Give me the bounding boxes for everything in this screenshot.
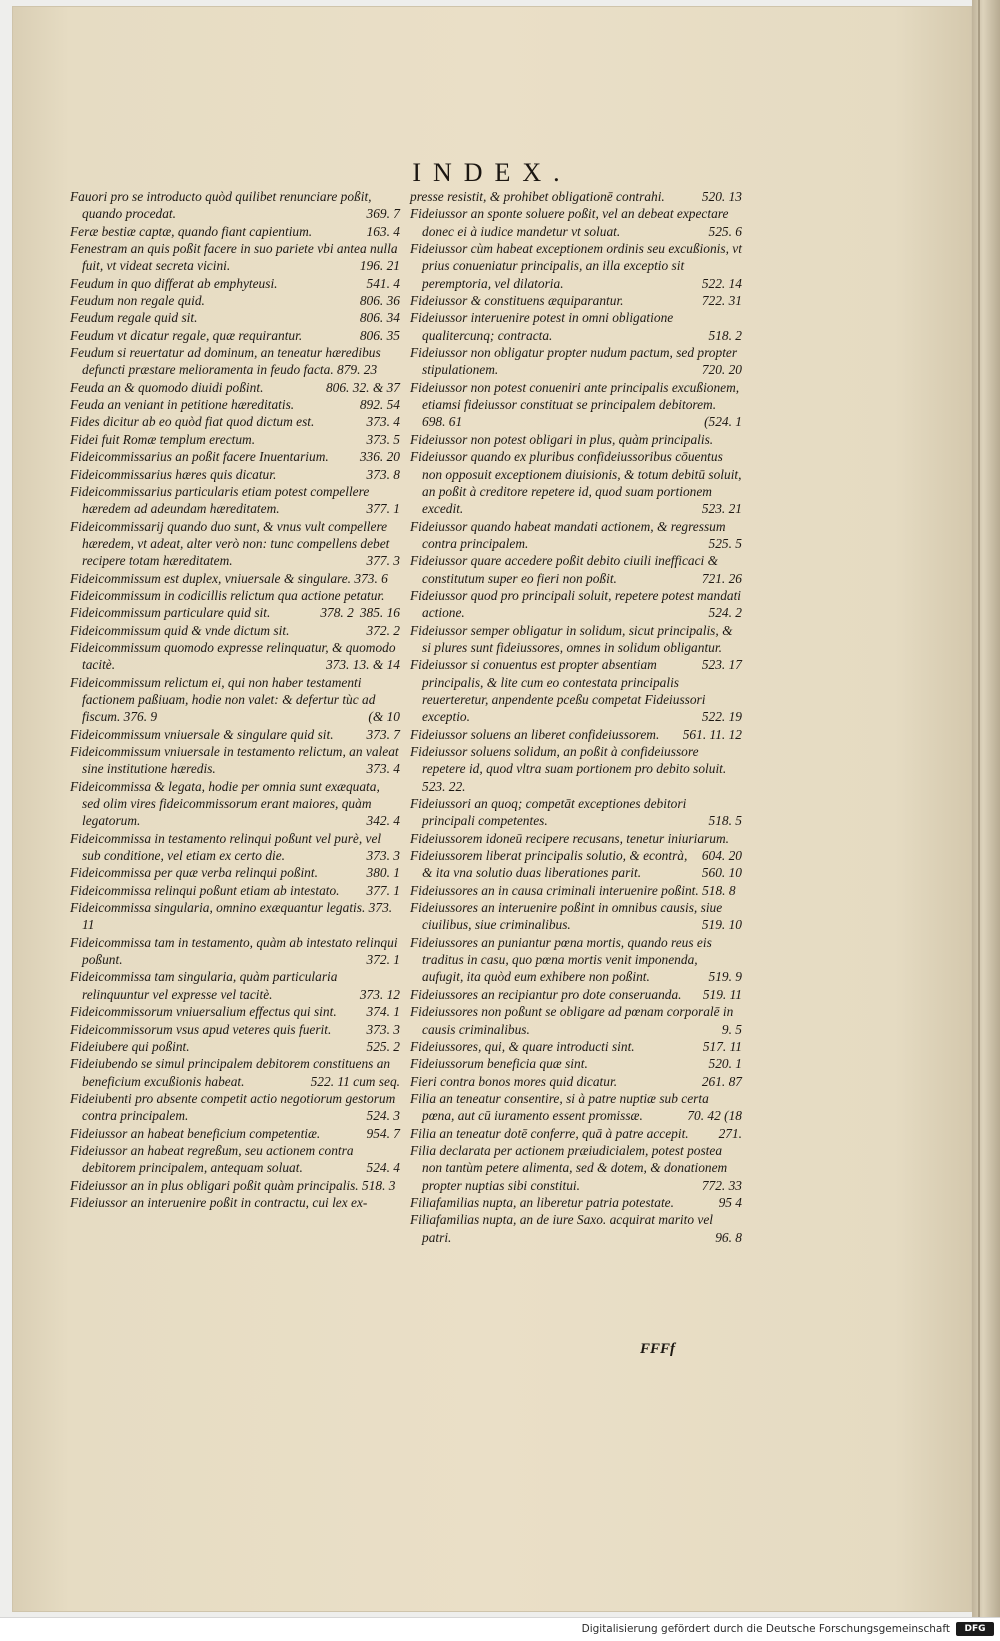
page-reference: 373. 13. & 14 — [325, 657, 400, 673]
page-reference: 70. 42 (18 — [687, 1108, 742, 1124]
entry-text: Fideiussor quando ex pluribus confideiussoribus cōuentus non opposuit exceptionem diuisionis, & totum debitū soluit, an poßit à creditore repetere id, quod suam portionem excedit. — [410, 449, 742, 517]
index-entry — [410, 795, 742, 830]
book-spine — [972, 0, 1000, 1617]
footer-credit: Digitalisierung gefördert durch die Deutsche Forschungsgemeinschaft — [581, 1623, 950, 1635]
entry-text: Fideiussor quando habeat mandati actionem, & regressum contra principalem. — [410, 518, 726, 551]
entry-text: Feuda an & quomodo diuidi poßint. — [70, 379, 264, 395]
page-reference: 525. 6 — [708, 223, 742, 239]
index-entry — [70, 1038, 400, 1055]
index-entry — [70, 431, 400, 448]
entry-text: Fideicommissarius an poßit facere Inuentarium. — [70, 449, 329, 465]
entry-text: Feudum regale quid sit. — [70, 310, 198, 326]
index-entry — [410, 1125, 742, 1142]
page-reference: 385. 16 — [359, 605, 400, 621]
entry-text: Fideiussores an in causa criminali interuenire poßint. 518. 8 — [410, 882, 736, 898]
entry-text: Fideicommissorum vniuersalium effectus qui sint. — [70, 1004, 337, 1020]
index-entry — [70, 864, 400, 881]
page-reference: 524. 3 — [366, 1108, 400, 1124]
page-reference: 560. 10 — [701, 865, 742, 881]
entry-text: Fideiussor non potest conueniri ante principalis excußionem, etiamsi fideiussor constituat se principalem debitorem. 698. 61 — [410, 379, 740, 430]
index-entry — [70, 275, 400, 292]
entry-text: Feudum in quo differat ab emphyteusi. — [70, 275, 278, 291]
index-entry — [410, 986, 742, 1003]
entry-text: Fideiubenti pro absente competit actio negotiorum gestorum contra principalem. — [70, 1090, 396, 1124]
index-entry — [70, 413, 400, 430]
page-reference: 336. 20 — [359, 449, 400, 465]
entry-text: Fideicommissa relinqui poßunt etiam ab intestato. — [70, 882, 340, 898]
entry-text: Fideicommissum quid & vnde dictum sit. — [70, 622, 290, 638]
index-entry — [70, 1177, 400, 1194]
entry-text: presse resistit, & prohibet obligationē contrahi. — [410, 189, 665, 204]
index-entry — [70, 518, 400, 570]
page-reference: 541. 4 — [366, 275, 400, 291]
page-reference: 524. 2 — [708, 605, 742, 621]
index-entry — [70, 968, 400, 1003]
entry-text: Fideiussorem liberat principalis solutio, & econtrà, & ita vna solutio duas liberationes parit. — [410, 848, 688, 881]
index-entry — [70, 639, 400, 674]
index-entry — [70, 1142, 400, 1177]
page-reference: 519. 11 — [702, 986, 742, 1002]
page-reference: 373. 3 — [366, 848, 400, 864]
index-entry — [410, 344, 742, 379]
entry-text: Fideiussores, qui, & quare introducti sint. — [410, 1038, 635, 1054]
entry-text: Fideicommissum particulare quid sit. — [70, 605, 271, 621]
page-reference: 772. 33 — [701, 1177, 742, 1193]
page-reference: (524. 1 — [704, 414, 742, 430]
page-reference: 261. 87 — [701, 1073, 742, 1089]
page-reference: 525. 2 — [366, 1038, 400, 1054]
page-reference: (& 10 — [368, 709, 400, 725]
page-reference: 342. 4 — [366, 813, 400, 829]
index-entry — [410, 1090, 742, 1125]
page-reference: 518. 5 — [708, 813, 742, 829]
index-entry — [70, 344, 400, 379]
index-entry — [410, 552, 742, 587]
entry-text: Fideicommissum in codicillis relictum qua actione petatur. — [70, 587, 385, 603]
page-reference: 95 4 — [718, 1194, 742, 1210]
index-entry — [410, 934, 742, 986]
entry-text: Fides dicitur ab eo quòd fiat quod dictum est. — [70, 414, 315, 430]
page-reference: 806. 32. & 37 — [325, 379, 400, 395]
index-entry — [410, 188, 742, 205]
entry-text: Fideiussor an sponte soluere poßit, vel an debeat expectare donec ei à iudice mandetur vt soluat. — [410, 206, 729, 239]
index-entry — [70, 240, 400, 275]
page-reference: 373. 7 — [366, 726, 400, 742]
page-reference: 720. 20 — [701, 362, 742, 378]
index-entry — [410, 1142, 742, 1194]
page-reference: 373. 4 — [366, 761, 400, 777]
index-entry — [410, 518, 742, 553]
entry-text: Feudum non regale quid. — [70, 293, 205, 309]
index-entry — [70, 622, 400, 639]
index-entry — [70, 743, 400, 778]
page-reference: 522. 19 — [701, 709, 742, 725]
page-reference: 525. 5 — [708, 535, 742, 551]
entry-text: Fideicommissa & legata, hodie per omnia sunt exæquata, sed olim vires fideicommissorum erant maiores, quàm legatorum. — [70, 778, 380, 829]
index-entry — [70, 570, 400, 587]
index-entry — [410, 847, 742, 882]
page-reference: 522. 11 cum seq. — [310, 1073, 400, 1089]
signature-mark: FFFf — [640, 1341, 676, 1357]
page-reference: 372. 2 — [366, 622, 400, 638]
entry-text: Fidei fuit Romæ templum erectum. — [70, 431, 256, 447]
index-entry — [410, 205, 742, 240]
entry-text: Fideiussori an quoq; competāt exceptiones debitori principali competentes. — [410, 796, 687, 829]
page-reference: 377. 1 — [366, 882, 400, 898]
page-reference: 374. 1 — [366, 1004, 400, 1020]
index-entry — [70, 934, 400, 969]
page-reference: 380. 1 — [366, 865, 400, 881]
page-reference: 377. 1 — [366, 501, 400, 517]
index-entry — [410, 1073, 742, 1090]
entry-text: Fideiussorem idoneū recipere recusans, tenetur iniuriarum. — [410, 830, 729, 846]
index-entry — [410, 309, 742, 344]
entry-text: Fideiussor an habeat regreßum, seu actionem contra debitorem principalem, antequam soluat. — [70, 1142, 354, 1176]
index-entry — [70, 882, 400, 899]
index-entry — [70, 327, 400, 344]
page-reference: 522. 14 — [701, 275, 742, 291]
entry-text: Fideicommissum relictum ei, qui non haber testamenti factionem paßiuam, hodie non valet: & defertur tùc ad fiscum. 376. 9 — [70, 674, 376, 725]
index-entry — [410, 1003, 742, 1038]
page-reference: 517. 11 — [702, 1038, 742, 1054]
entry-text: Fideiussor an habeat beneficium competentiæ. — [70, 1125, 321, 1141]
page-reference: 806. 35 — [359, 327, 400, 343]
entry-text: Fideiussor interuenire potest in omni obligatione qualitercunq; contracta. — [410, 310, 674, 343]
entry-text: Fideiussor non obligatur propter nudum pactum, sed propter stipulationem. — [410, 345, 738, 378]
index-entry — [70, 1003, 400, 1020]
entry-text: Feudum vt dicatur regale, quæ requirantur. — [70, 327, 303, 343]
entry-text: Filiafamilias nupta, an de iure Saxo. acquirat marito vel patri. — [410, 1212, 713, 1245]
index-entry — [410, 622, 742, 673]
entry-text: Fieri contra bonos mores quid dicatur. — [410, 1073, 618, 1089]
entry-text: Fideicommissorum vsus apud veteres quis fuerit. — [70, 1021, 332, 1037]
index-entry — [410, 587, 742, 622]
entry-text: Fideicommissum vniuersale in testamento relictum, an valeat sine institutione hæredis. — [70, 744, 399, 777]
entry-text: Fideiubendo se simul principalem debitorem constituens an beneficium excußionis habeat. — [70, 1056, 391, 1089]
digitization-footer — [0, 1617, 1000, 1641]
entry-text: Fideiubere qui poßint. — [70, 1038, 190, 1054]
entry-text: Fauori pro se introducto quòd quilibet renunciare poßit, quando procedat. — [70, 189, 372, 222]
page-reference: 163. 4 — [366, 223, 400, 239]
page-reference: 377. 3 — [366, 553, 400, 569]
index-entry — [70, 188, 400, 223]
page-reference: 373. 8 — [366, 466, 400, 482]
page-header: INDEX. — [412, 158, 572, 187]
index-entry — [410, 743, 742, 795]
page-reference: 519. 9 — [708, 969, 742, 985]
index-entry — [70, 830, 400, 865]
left-index-column — [70, 188, 400, 1211]
page-reference: 954. 7 — [366, 1125, 400, 1141]
page-reference: 721. 26 — [701, 570, 742, 586]
page-reference: 604. 20 — [701, 848, 742, 864]
page-reference: 892. 54 — [359, 397, 400, 413]
page-reference: 373. 5 — [366, 431, 400, 447]
index-entry — [410, 1038, 742, 1055]
page-reference: 378. 2 — [320, 605, 354, 621]
entry-text: Fideiussores an interuenire poßint in omnibus causis, siue ciuilibus, siue criminalibus. — [410, 900, 723, 933]
index-entry — [410, 656, 742, 725]
entry-text: Filiafamilias nupta, an liberetur patria potestate. — [410, 1194, 674, 1210]
index-entry — [410, 882, 742, 899]
book-page — [12, 6, 972, 1612]
index-entry — [410, 379, 742, 431]
index-entry — [70, 1021, 400, 1038]
entry-text: Fideiussor an interuenire poßit in contractu, cui lex ex- — [70, 1194, 368, 1210]
index-entry — [70, 778, 400, 830]
index-entry — [410, 292, 742, 309]
entry-text: Feudum si reuertatur ad dominum, an teneatur hæredibus defuncti præstare melioramenta in feudo facta. 879. 23 — [70, 345, 381, 378]
page-reference: 271. — [718, 1125, 742, 1141]
index-entry — [70, 1055, 400, 1090]
index-entry — [70, 223, 400, 240]
page-reference: 9. 5 — [721, 1021, 742, 1037]
page-reference: 369. 7 — [366, 206, 400, 222]
index-entry — [70, 726, 400, 743]
entry-text: Fideicommissarius particularis etiam potest compellere hæredem ad adeundam hæreditatem. — [70, 483, 370, 517]
entry-text: Fideicommissa tam in testamento, quàm ab intestato relinqui poßunt. — [70, 934, 398, 968]
page-reference: 518. 2 — [708, 327, 742, 343]
index-entry — [70, 1090, 400, 1125]
index-entry — [410, 830, 742, 864]
entry-text: Fideicommissum est duplex, vniuersale & singulare. 373. 6 — [70, 570, 388, 586]
dfg-logo: DFG — [956, 1622, 994, 1636]
index-entry — [70, 674, 400, 726]
index-entry — [410, 1194, 742, 1211]
index-entry — [70, 309, 400, 326]
entry-text: Feuda an veniant in petitione hæreditatis. — [70, 397, 295, 413]
page-reference: 372. 1 — [366, 952, 400, 968]
index-entry — [70, 1194, 400, 1211]
entry-text: Fideiussor quare accedere poßit debito ciuili inefficaci & constitutum super eo fieri non poßit. — [410, 553, 719, 586]
page-reference: 519. 10 — [701, 917, 742, 933]
index-entry — [70, 396, 400, 413]
page-reference: 523. 21 — [701, 501, 742, 517]
entry-text: Fideicommissum quomodo expresse relinquatur, & quomodo tacitè. — [70, 639, 396, 673]
page-reference: 523. 17 — [701, 657, 742, 673]
entry-text: Filia declarata per actionem præiudicialem, potest postea non tantùm petere alimenta, sed & dotem, & donationem propter nuptias sibi constitui. — [410, 1142, 728, 1193]
index-entry — [70, 448, 400, 465]
entry-text: Fideiussor soluens an liberet confideiussorem. — [410, 726, 660, 742]
page-reference: 96. 8 — [715, 1229, 742, 1245]
entry-text: Fideicommissarij quando duo sunt, & vnus vult compellere hæredem, vt adeat, alter verò non: tunc compellens debet recipere totam hæreditatem. — [70, 518, 390, 569]
page-reference: 806. 36 — [359, 293, 400, 309]
entry-text: Fideiussor non potest obligari in plus, quàm principalis. — [410, 431, 714, 447]
page-reference: 520. 1 — [708, 1056, 742, 1072]
entry-text: Fideicommissa in testamento relinqui poßunt vel purè, vel sub conditione, vel etiam ex certo die. — [70, 830, 382, 864]
index-entry — [70, 1125, 400, 1142]
entry-text: Fideiussor soluens solidum, an poßit à confideiussore repetere id, quod vltra suam portionem pro debito soluit. 523. 22. — [410, 744, 727, 794]
entry-text: Fideiussores an recipiantur pro dote conseruanda. — [410, 986, 682, 1002]
entry-text: Fideicommissarius hæres quis dicatur. — [70, 466, 277, 482]
page-reference: 806. 34 — [359, 310, 400, 326]
entry-text: Fideiussor & constituens æquiparantur. — [410, 293, 624, 309]
page-reference: 196. 21 — [359, 258, 400, 274]
page-reference: 373. 4 — [366, 414, 400, 430]
page-reference: 520. 13 — [701, 189, 742, 204]
page-reference: 373. 12 — [359, 986, 400, 1002]
index-entry — [70, 483, 400, 518]
index-entry — [410, 1055, 742, 1072]
entry-text: Fideicommissa per quæ verba relinqui poßint. — [70, 865, 318, 881]
entry-text: Fideiussores an puniantur pœna mortis, quando reus eis traditus in casu, quo pœna mortis venit imponenda, aufugit, ita quòd eum exhibere non poßint. — [410, 934, 712, 985]
index-entry — [410, 1211, 742, 1246]
index-entry — [410, 448, 742, 517]
right-index-column — [410, 188, 742, 1246]
entry-text: Fideicommissum vniuersale & singulare quid sit. — [70, 726, 334, 742]
entry-text: Fideiussorum beneficia quæ sint. — [410, 1056, 588, 1072]
page-reference: 524. 4 — [366, 1160, 400, 1176]
entry-text: Fideiussor quod pro principali soluit, repetere potest mandati actione. — [410, 587, 742, 621]
index-entry — [410, 726, 742, 743]
index-entry — [70, 604, 400, 621]
entry-text: Fideiussor semper obligatur in solidum, sicut principalis, & si plures sunt fideiussores, omnes in solidum obligantur. — [410, 622, 733, 655]
entry-text: Fideicommissa singularia, omnino exæquantur legatis. 373. 11 — [70, 900, 393, 933]
index-entry — [410, 240, 742, 292]
entry-text: Fideiussores non poßunt se obligare ad pœnam corporalē in causis criminalibus. — [410, 1004, 734, 1037]
entry-text: Filia an teneatur consentire, si à patre nuptiæ sub certa pœna, aut cū iuramento essent promissæ. — [410, 1090, 709, 1124]
spine-edge — [978, 0, 980, 1617]
entry-text: Feræ bestiæ captæ, quando fiant capientium. — [70, 223, 313, 239]
page-reference: 561. 11. 12 — [682, 726, 742, 742]
index-entry — [410, 431, 742, 448]
entry-text: Fideiussor cùm habeat exceptionem ordinis seu excußionis, vt prius conueniatur principalis, an illa exceptio sit peremptoria, vel dilatoria. — [410, 241, 742, 291]
index-entry — [70, 466, 400, 483]
page-reference: 373. 3 — [366, 1021, 400, 1037]
entry-text: Filia an teneatur dotē conferre, quā à patre accepit. — [410, 1125, 689, 1141]
index-entry — [70, 379, 400, 396]
index-entry — [410, 899, 742, 934]
index-entry — [70, 292, 400, 309]
entry-text: Fideiussor an in plus obligari poßit quàm principalis. 518. 3 — [70, 1177, 396, 1193]
entry-text: Fideiussor si conuentus est propter absentiam principalis, & lite cum eo contestata principalis reuerteretur, anpendente pceßu competat Fideiussori exceptio. — [410, 657, 706, 725]
index-entry — [70, 899, 400, 934]
entry-text: Fideicommissa tam singularia, quàm particularia relinquuntur vel expresse vel tacitè. — [70, 969, 338, 1002]
page-reference: 722. 31 — [701, 293, 742, 309]
entry-text: Fenestram an quis poßit facere in suo pariete vbi antea nulla fuit, vt videat secreta vicini. — [70, 241, 398, 274]
